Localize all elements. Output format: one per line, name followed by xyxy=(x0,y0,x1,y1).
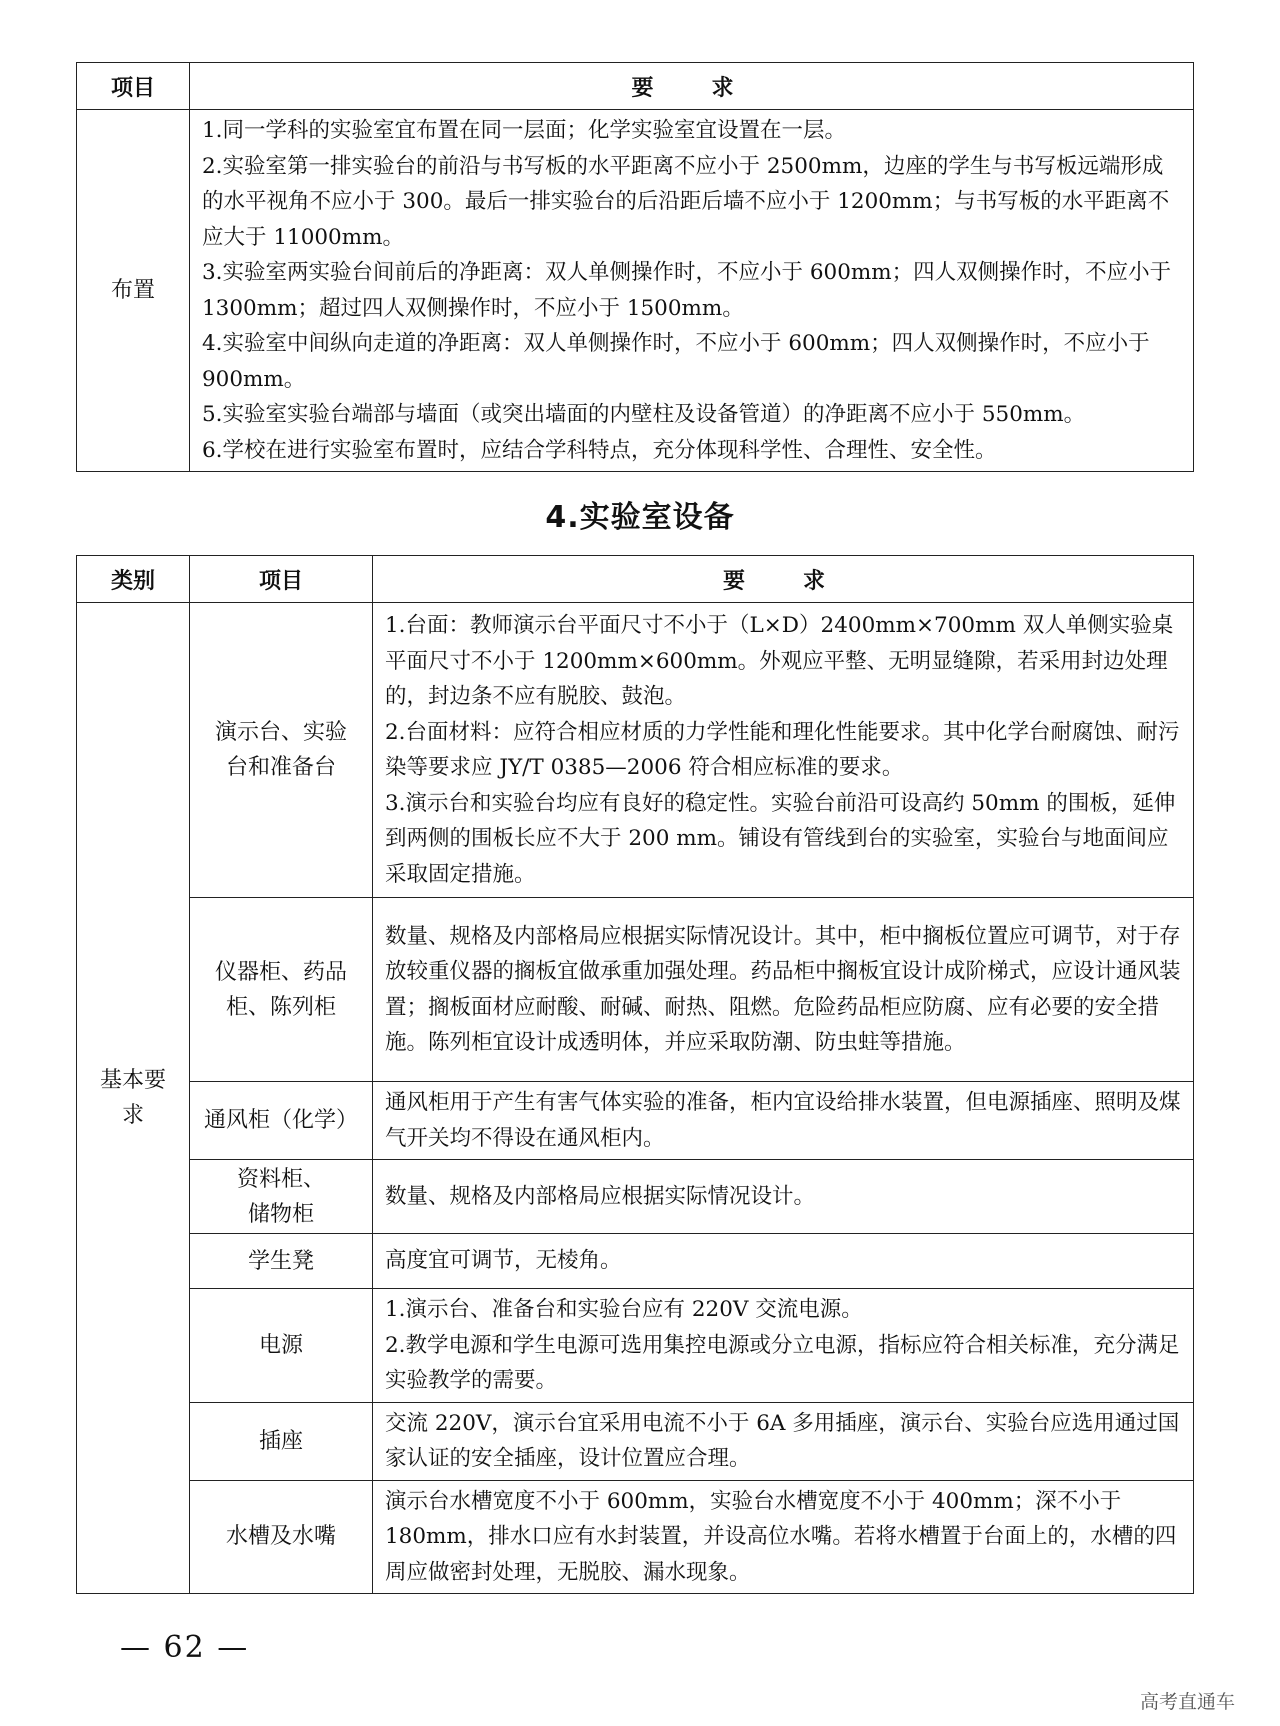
header-requirements: 要 求 xyxy=(373,556,1194,603)
requirements-cell xyxy=(373,1160,1194,1234)
requirement-line: 1.同一学科的实验室宜布置在同一层面；化学实验室宜设置在一层。 xyxy=(202,118,847,143)
requirements-cell xyxy=(373,1082,1194,1160)
table-row xyxy=(77,898,1194,1082)
requirement-line: 2.教学电源和学生电源可选用集控电源或分立电源，指标应符合相关标准，充分满足实验教学的需要。 xyxy=(385,1332,1180,1393)
section-title: 4.实验室设备 xyxy=(545,500,735,535)
item-cell: 资料柜、储物柜 xyxy=(190,1160,373,1234)
requirements-cell xyxy=(373,898,1194,1082)
header-requirements: 要 求 xyxy=(190,63,1194,110)
header-item: 项目 xyxy=(77,63,190,110)
table-row xyxy=(77,1234,1194,1289)
requirement-line: 3.实验室两实验台间前后的净距离：双人单侧操作时，不应小于 600mm；四人双侧操作时，不应小于 1300mm；超过四人双侧操作时，不应小于 1500mm。 xyxy=(202,260,1172,321)
requirement-line: 数量、规格及内部格局应根据实际情况设计。 xyxy=(385,1183,816,1209)
table-header-row xyxy=(77,556,1194,603)
table-row xyxy=(77,603,1194,898)
table-row xyxy=(77,1402,1194,1480)
requirements-cell xyxy=(373,1234,1194,1289)
requirement-line: 1.台面：教师演示台平面尺寸不小于（L×D）2400mm×700mm 双人单侧实验桌平面尺寸不小于 1200mm×600mm。外观应平整、无明显缝隙，若采用封边处理的，封边条不应有脱胶、鼓泡。 xyxy=(385,613,1174,709)
requirement-line: 交流 220V，演示台宜采用电流不小于 6A 多用插座，演示台、实验台应选用通过国家认证的安全插座，设计位置应合理。 xyxy=(385,1410,1180,1471)
table-row xyxy=(77,1160,1194,1234)
item-cell: 布置 xyxy=(77,110,190,472)
requirements-cell xyxy=(373,1402,1194,1480)
table-row xyxy=(77,110,1194,472)
requirement-line: 4.实验室中间纵向走道的净距离：双人单侧操作时，不应小于 600mm；四人双侧操作时，不应小于 900mm。 xyxy=(202,331,1150,392)
item-cell: 水槽及水嘴 xyxy=(190,1480,373,1594)
category-label: 基本要求 xyxy=(99,1068,166,1128)
layout-requirements-table xyxy=(76,62,1194,472)
equipment-table xyxy=(76,555,1194,1594)
item-cell: 演示台、实验台和准备台 xyxy=(190,603,373,898)
page-number: — 62 — xyxy=(120,1630,250,1665)
item-cell: 学生凳 xyxy=(190,1234,373,1289)
requirement-line: 2.台面材料：应符合相应材质的力学性能和理化性能要求。其中化学台耐腐蚀、耐污染等要求应 JY/T 0385—2006 符合相应标准的要求。 xyxy=(385,719,1180,780)
table-row xyxy=(77,1289,1194,1403)
item-cell: 插座 xyxy=(190,1402,373,1480)
requirements-cell xyxy=(373,1480,1194,1594)
item-cell: 通风柜（化学） xyxy=(190,1082,373,1160)
requirement-line: 通风柜用于产生有害气体实验的准备，柜内宜设给排水装置，但电源插座、照明及煤气开关均不得设在通风柜内。 xyxy=(385,1090,1181,1151)
table-row xyxy=(77,1480,1194,1594)
item-cell: 仪器柜、药品柜、陈列柜 xyxy=(190,898,373,1082)
watermark: 高考直通车 xyxy=(1140,1691,1236,1713)
requirements-cell xyxy=(190,110,1194,472)
requirement-line: 3.演示台和实验台均应有良好的稳定性。实验台前沿可设高约 50mm 的围板，延伸到两侧的围板长应不大于 200 mm。铺设有管线到台的实验室，实验台与地面间应采取固定措施。 xyxy=(385,790,1176,887)
requirement-line: 1.演示台、准备台和实验台应有 220V 交流电源。 xyxy=(385,1297,863,1322)
requirements-cell xyxy=(373,1289,1194,1403)
category-cell xyxy=(77,603,190,1594)
requirement-line: 5.实验室实验台端部与墙面（或突出墙面的内壁柱及设备管道）的净距离不应小于 550mm。 xyxy=(202,402,1086,427)
table-row xyxy=(77,1082,1194,1160)
requirements-cell xyxy=(373,603,1194,898)
requirement-line: 2.实验室第一排实验台的前沿与书写板的水平距离不应小于 2500mm，边座的学生与书写板远端形成的水平视角不应小于 300。最后一排实验台的后沿距后墙不应小于 1200mm；与书写板的水平距离不应大于 11000mm。 xyxy=(202,153,1170,250)
requirement-line: 高度宜可调节，无棱角。 xyxy=(385,1248,622,1274)
table-header-row xyxy=(77,63,1194,110)
header-category: 类别 xyxy=(77,556,190,603)
requirement-line: 数量、规格及内部格局应根据实际情况设计。其中，柜中搁板位置应可调节，对于存放较重仪器的搁板宜做承重加强处理。药品柜中搁板宜设计成阶梯式，应设计通风装置；搁板面材应耐酸、耐碱、耐热、阻燃。危险药品柜应防腐、应有必要的安全措施。陈列柜宜设计成透明体，并应采取防潮、防虫蛀等措施。 xyxy=(385,923,1181,1055)
item-cell: 电源 xyxy=(190,1289,373,1403)
requirement-line: 6.学校在进行实验室布置时，应结合学科特点，充分体现科学性、合理性、安全性。 xyxy=(202,437,997,463)
requirement-line: 演示台水槽宽度不小于 600mm，实验台水槽宽度不小于 400mm；深不小于 180mm，排水口应有水封装置，并设高位水嘴。若将水槽置于台面上的，水槽的四周应做密封处理，无脱胶、漏水现象。 xyxy=(385,1488,1177,1585)
header-item: 项目 xyxy=(190,556,373,603)
